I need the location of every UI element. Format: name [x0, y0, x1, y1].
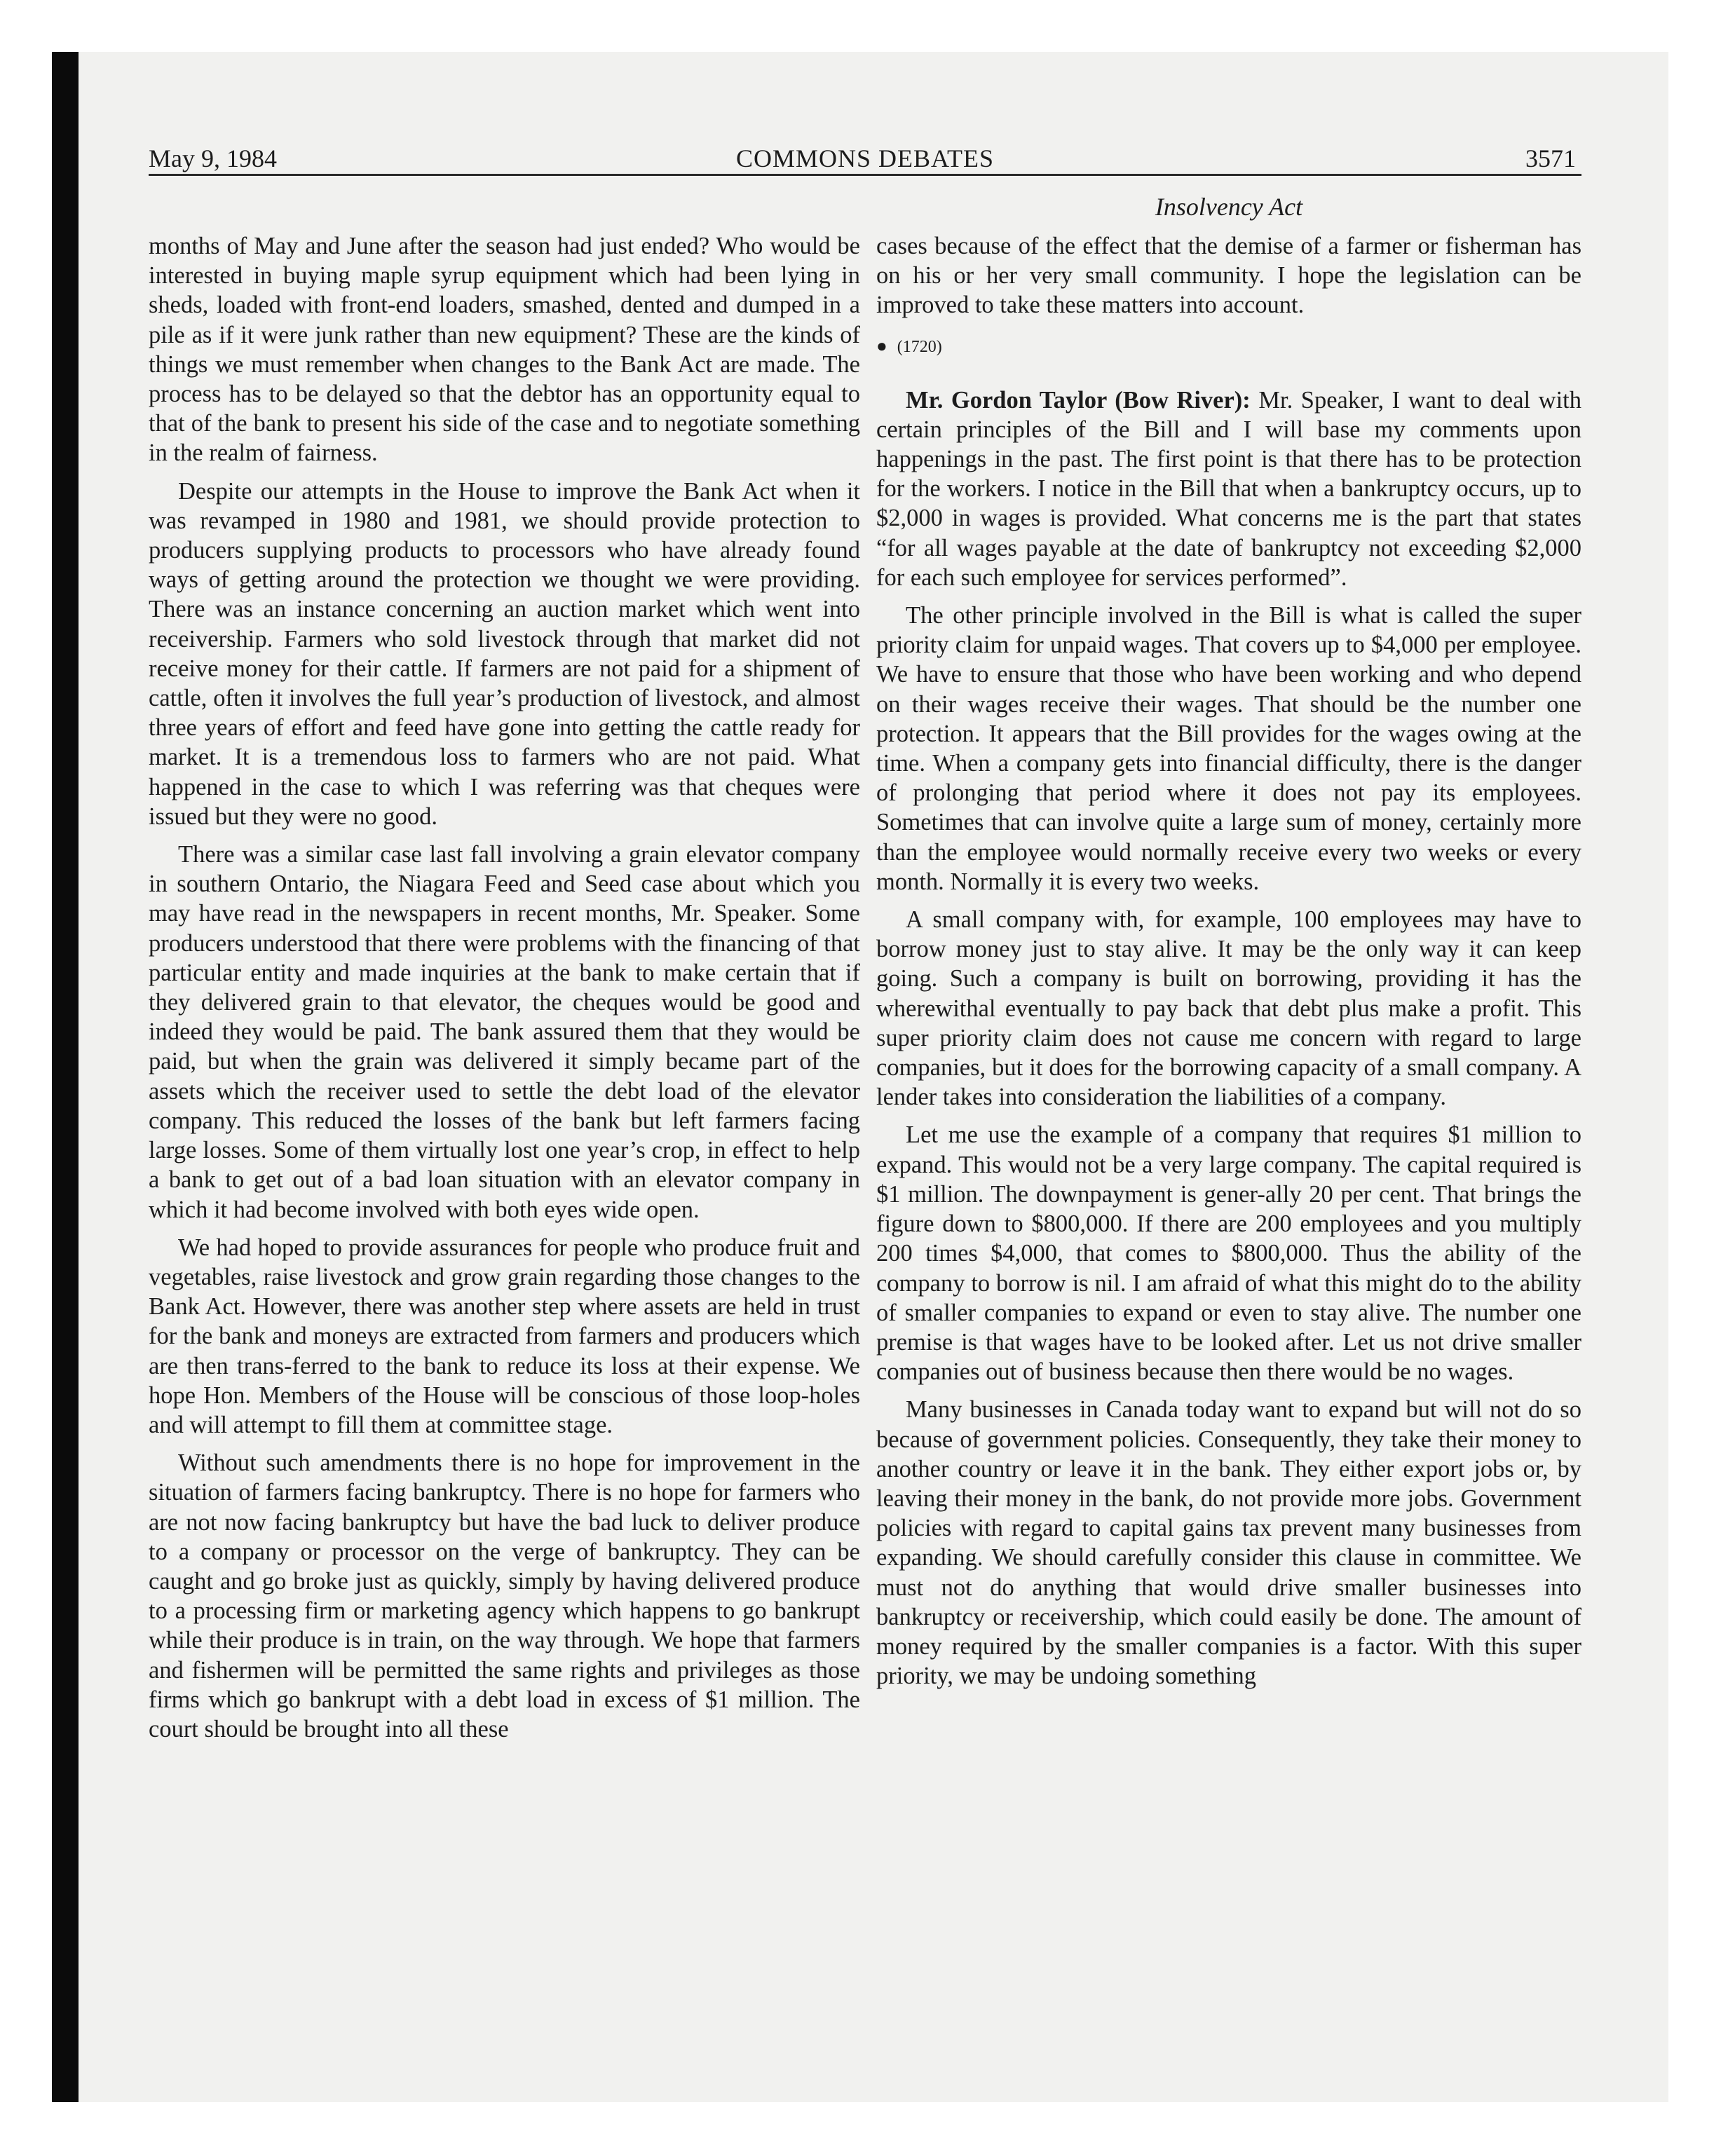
paragraph: Many businesses in Canada today want to expand but will not do so because of government policies. Consequently, they take their money to another country or leave it in the bank. They either export jobs or, by leaving their money in the bank, do not provide more jobs. Government policies with regard to capital gains tax prevent many businesses from expanding. We should carefully consider this clause in committee. We must not do anything that would drive smaller businesses into bankruptcy or receivership, which could easily be done. The amount of money required by the smaller companies is a factor. With this super priority, we may be undoing something	[876, 1396, 1581, 1690]
paragraph: We had hoped to provide assurances for people who produce fruit and vegetables, raise livestock and grow grain regarding those changes to the Bank Act. However, there was another step where assets are held in trust for the bank and moneys are extracted from farmers and producers which are then trans-ferred to the bank to reduce its loss at their expense. We hope Hon. Members of the House will be conscious of those loop-holes and will attempt to fill them at committee stage.	[149, 1234, 860, 1438]
time-marker	[876, 336, 1581, 357]
running-header	[149, 137, 1581, 179]
bullet-icon: ●	[876, 335, 887, 356]
header-rule	[149, 174, 1581, 176]
header-page-number: 3571	[1525, 144, 1576, 172]
speech-paragraph	[876, 386, 1581, 592]
paragraph: A small company with, for example, 100 employees may have to borrow money just to stay alive. It may be the only way it can keep going. Such a company is built on borrowing, providing it has the wherewithal eventually to pay back that debt plus make a profit. This super priority claim does not cause me concern with regard to large companies, but it does for the borrowing capacity of a small company. A lender takes into consideration the liabilities of a company.	[876, 906, 1581, 1111]
paragraph: Let me use the example of a company that requires $1 million to expand. This would not be a very large company. The capital required is $1 million. The downpayment is gener-ally 20 per cent. That brings the figure down to $800,000. If there are 200 employees and you multiply 200 times $4,000, that comes to $800,000. Thus the ability of the company to borrow is nil. I am afraid of what this might do to the ability of smaller companies to expand or even to stay alive. The number one premise is that wages have to be looked after. Let us not drive smaller companies out of business because then there would be no wages.	[876, 1121, 1581, 1386]
left-column	[149, 231, 860, 1752]
paragraph: cases because of the effect that the demise of a farmer or fisherman has on his or her very small community. I hope the legislation can be improved to take these matters into account.	[876, 233, 1581, 319]
right-column	[876, 231, 1581, 1699]
paragraph: There was a similar case last fall involving a grain elevator company in southern Ontario, the Niagara Feed and Seed case about which you may have read in the newspapers in recent months, Mr. Speaker. Some producers understood that there were problems with the financing of that particular entity and made inquiries at the bank to make certain that if they delivered grain to that elevator, the cheques would be good and indeed they would be paid. The bank assured them that they would be paid, but when the grain was delivered it simply became part of the assets which the receiver used to settle the debt load of the elevator company. This reduced the losses of the bank but left farmers facing large losses. Some of them virtually lost one year’s crop, in effect to help a bank to get out of a bad loan situation with an elevator company in which it had become involved with both eyes wide open.	[149, 841, 860, 1223]
paragraph: Despite our attempts in the House to improve the Bank Act when it was revamped in 1980 and 1981, we should provide protection to producers supplying products to processors who have already found ways of getting around the protection we thought we were providing. There was an instance concerning an auction market which went into receivership. Farmers who sold livestock through that market did not receive money for their cattle. If farmers are not paid for a shipment of cattle, often it involves the full year’s production of livestock, and almost three years of effort and feed have gone into getting the cattle ready for market. It is a tremendous loss to farmers who are not paid. What happened in the case to which I was referring was that cheques were issued but they were no good.	[149, 477, 860, 830]
time-marker-text: (1720)	[897, 337, 942, 356]
paragraph: The other principle involved in the Bill is what is called the super priority claim for unpaid wages. That covers up to $4,000 per employee. We have to ensure that those who have been working and who depend on their wages receive their wages. That should be the number one protection. It appears that the Bill provides for the wages owing at the time. When a company gets into financial difficulty, there is the danger of prolonging that period where it does not pay its employees. Sometimes that can involve quite a large sum of money, certainly more than the employee would normally receive every two weeks or every month. Normally it is every two weeks.	[876, 602, 1581, 895]
paragraph: months of May and June after the season had just ended? Who would be interested in buying maple syrup equipment which had been lying in sheds, loaded with front-end loaders, smashed, dented and dumped in a pile as if it were junk rather than new equipment? These are the kinds of things we must remember when changes to the Bank Act are made. The process has to be delayed so that the debtor has an opportunity equal to that of the bank to present his side of the case and to negotiate something in the realm of fairness.	[149, 233, 860, 467]
header-date: May 9, 1984	[149, 144, 277, 172]
speaker-name: Mr. Gordon Taylor (Bow River):	[906, 386, 1251, 414]
paragraph: Without such amendments there is no hope for improvement in the situation of farmers facing bankruptcy. There is no hope for farmers who are not now facing bankruptcy but have the bad luck to deliver produce to a company or processor on the verge of bankruptcy. They can be caught and go broke just as quickly, simply by having delivered produce to a processing firm or marketing agency which happens to go bankrupt while their produce is in train, on the way through. We hope that farmers and fishermen will be permitted the same rights and privileges as those firms which go bankrupt with a debt load in excess of $1 million. The court should be brought into all these	[149, 1449, 860, 1742]
section-title: Insolvency Act	[1155, 193, 1303, 221]
header-title: COMMONS DEBATES	[735, 144, 995, 172]
binding-edge	[52, 52, 79, 2102]
speech-text: Mr. Speaker, I want to deal with certain principles of the Bill and I will base my comments upon happenings in the past. The first point is that there has to be protection for the workers. I notice in the Bill that when a bankruptcy occurs, up to $2,000 in wages is provided. What concerns me is the part that states “for all wages payable at the date of bankruptcy not exceeding $2,000 for each such employee for services performed”.	[876, 386, 1581, 591]
